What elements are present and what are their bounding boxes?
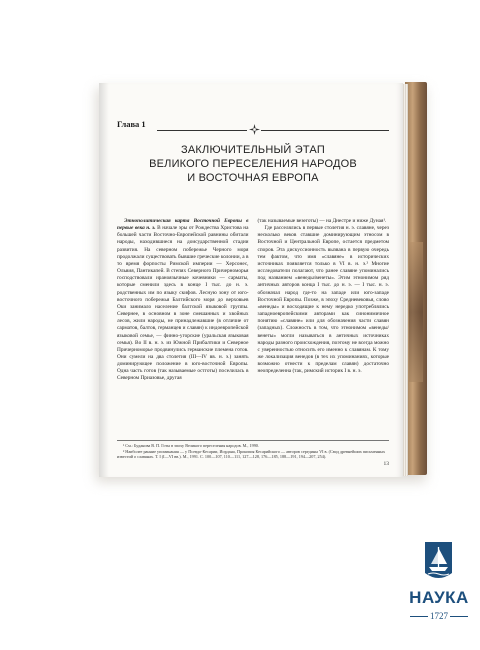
title-line: ЗАКЛЮЧИТЕЛЬНЫЙ ЭТАП: [181, 144, 325, 156]
header-rule-right: [261, 130, 389, 131]
gutter-shade: [99, 83, 109, 477]
right-paragraph-1: (так называемые везеготы) — на Днестре и ниже Дуная¹.: [257, 218, 387, 224]
footnote: ² Наиболее ранние упоминания — у Псевдо-Кесарии, Иордана, Прокопия Кесарийского — авторов середины VI в. (Свод древнейших письменных известий о славянах. Т. I (I—VI вв.). М., 1991. С. 100—107, 110—111, 127—128, 176—185, 188—191, 194—207, 254).: [117, 448, 386, 460]
publisher-name: НАУКА: [409, 588, 469, 607]
left-paragraph: [117, 218, 249, 383]
left-column: [117, 218, 249, 383]
chapter-title: [117, 143, 389, 185]
left-column-text: В начале эры от Рождества Христова на большей части Восточно-Европейской равнины обитали народы, находившиеся на доисударственной стадии развития. На северном побережье Черного моря продолжали существовать бывшие греческие колонии, а в то время форпосты Римской империи — Херсонес, Ольвия, Пантикапей. В степях Северного Причерноморья господствовали ираноязычные кочевники — сарматы, которые сменили здесь в конце I тыс. до н. э. родственных им по языку скифов. Лесную зону от юго-восточного побережья Балтийского моря до верховьев Оки занимало население балтской языковой группы. Севернее, в основном в зоне смешанных и хвойных лесов, жили народы, не принадлежавшие (в отличие от сарматов, балтов, германцев и славян) к индоевропейской языковой семье, — финно-угорские (уральская языковая семья). Во II в. н. э. из Южной Прибалтики и Северное Причерноморье продвинулись германские племена готов. Они сумели на два столетия (III—IV вв. н. э.) занять доминирующее положение в юго-восточной Европы. Одна часть готов (так называемые остготы) поселилась в Северном Приазовье, другая: [117, 225, 249, 382]
footnote: ¹ См.: Буданова В. П. Готы в эпоху Великого переселения народов. М., 1990.: [123, 443, 259, 448]
page-number: 13: [383, 461, 389, 467]
header-rule-left: [157, 130, 247, 131]
right-paragraph-2: Где расселялись в первые столетия н. э. славяне, через несколько веков ставшие доминирующим этносом в Восточной и Центральной Европе, остается предметом споров. Эта дискуссионность вызвана в первую очередь тем фактом, что имя «славяне» в исторических источниках появляется только в VI в. н. э.² Многие исследователи полагают, что ранее славяне упоминались под названием «венеды/венеты». Этим этнонимом ряд античных авторов конца I тыс. до н. э. — I тыс. н. э. обозначал народ где-то на западе или юго-западе Восточной Европы. Позже, в эпоху Средневековья, слово «венеды» и восходящие к нему нередко употреблялись западноевропейскими авторами как синонимичное понятию «славяне» или для обозначения части славян (западных). Сложность в том, что этнонимом «венеды/венеты» могли называться в античных источниках народы разного происхождения, поэтому не всегда можно с уверенностью относить его именно к славянам. К тому же локализация венедов (в тех их упоминаниях, которые возможно отнести к пределам славян) достаточно неопределенна (так, римский историк I в. н. э.: [257, 225, 389, 375]
chapter-header: [117, 119, 389, 133]
section-lead: Этнополитическая карта Восточной Европы в первые века н. э.: [117, 218, 249, 232]
book-page: [99, 83, 403, 477]
right-column: [258, 218, 390, 383]
publisher-year: 1727: [430, 611, 448, 621]
year-rule-right: [450, 616, 468, 617]
chapter-label: Глава 1: [117, 119, 146, 129]
title-line: И ВОСТОЧНАЯ ЕВРОПА: [187, 172, 319, 184]
publisher-logo: [402, 540, 476, 644]
footnotes: [117, 440, 389, 460]
ornament-icon: [249, 124, 260, 135]
ship-icon: [422, 540, 455, 583]
book-cover-edge: [405, 82, 427, 475]
body-text: [117, 218, 389, 383]
title-line: ВЕЛИКОГО ПЕРЕСЕЛЕНИЯ НАРОДОВ: [149, 158, 357, 170]
